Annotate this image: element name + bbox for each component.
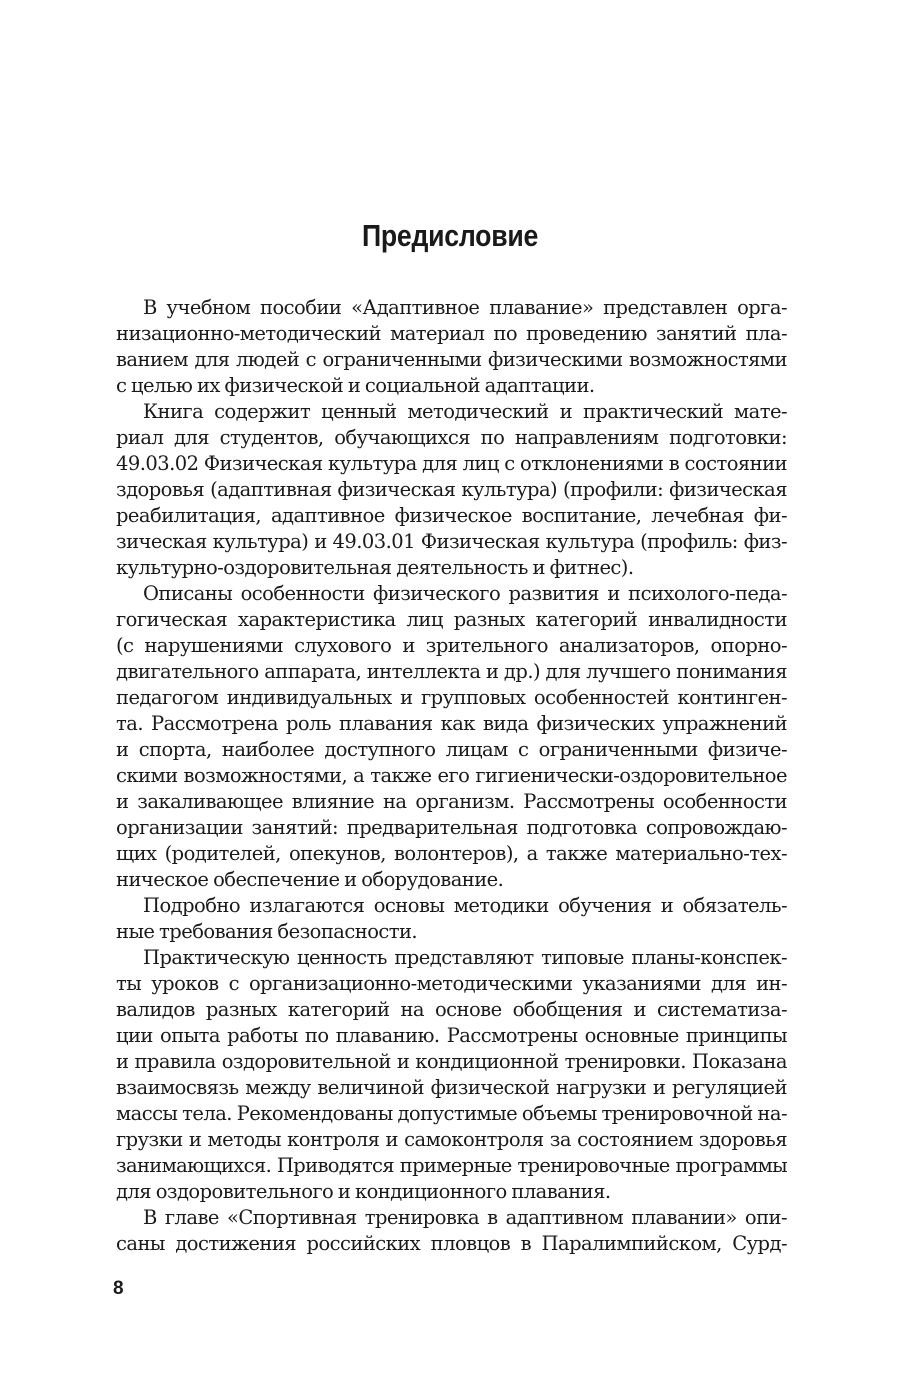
text-line: гогическая характеристика лиц разных категорий инвалидности <box>116 608 787 631</box>
text-line: массы тела. Рекомендованы допустимые объемы тренировочной на- <box>116 1102 787 1125</box>
text-line: и закаливающее влияние на организм. Рассмотрены особенности <box>116 790 787 813</box>
text-line: ции опыта работы по плаванию. Рассмотрены основные принципы <box>116 1024 787 1047</box>
text-line: педагогом индивидуальных и групповых особенностей континген- <box>116 686 787 709</box>
text-line: (с нарушениями слухового и зрительного анализаторов, опорно- <box>116 634 787 657</box>
text-line: риал для студентов, обучающихся по направлениям подготовки: <box>116 426 787 449</box>
body-text <box>116 295 787 1257</box>
text-line: и правила оздоровительной и кондиционной тренировки. Показана <box>116 1050 787 1073</box>
text-line: реабилитация, адаптивное физическое воспитание, лечебная фи- <box>116 504 787 527</box>
text-line: организации занятий: предварительная подготовка сопровождаю- <box>116 816 787 839</box>
text-line: Практическую ценность представляют типовые планы-конспек- <box>143 946 787 969</box>
text-line: саны достижения российских пловцов в Паралимпийском, Сурд- <box>116 1232 787 1255</box>
text-line: здоровья (адаптивная физическая культура) (профили: физическая <box>116 478 787 501</box>
paragraph <box>116 581 787 893</box>
paragraph <box>116 893 787 945</box>
text-line: Описаны особенности физического развития и психолого-педа- <box>143 582 787 605</box>
text-line: та. Рассмотрена роль плавания как вида физических упражнений <box>116 712 787 735</box>
text-line: скими возможностями, а также его гигиенически-оздоровительное <box>116 764 787 787</box>
text-line: с целью их физической и социальной адаптации. <box>116 374 595 397</box>
text-line: двигательного аппарата, интеллекта и др.) для лучшего понимания <box>116 660 787 683</box>
text-line: 49.03.02 Физическая культура для лиц с отклонениями в состоянии <box>116 452 787 475</box>
text-line: ванием для людей с ограниченными физическими возможностями <box>116 348 787 371</box>
text-line: зическая культура) и 49.03.01 Физическая культура (профиль: физ- <box>116 530 787 553</box>
text-line: В учебном пособии «Адаптивное плавание» представлен орга- <box>143 296 787 319</box>
text-line: Подробно излагаются основы методики обучения и обязатель- <box>143 894 787 917</box>
text-line: и спорта, наиболее доступного лицам с ограниченными физиче- <box>116 738 787 761</box>
text-line: ническое обеспечение и оборудование. <box>116 868 504 891</box>
text-line: валидов разных категорий на основе обобщения и систематиза- <box>116 998 787 1021</box>
text-line: щих (родителей, опекунов, волонтеров), а также материально-тех- <box>116 842 787 865</box>
text-line: взаимосвязь между величиной физической нагрузки и регуляцией <box>116 1076 787 1099</box>
text-line: занимающихся. Приводятся примерные тренировочные программы <box>116 1154 787 1177</box>
text-line: грузки и методы контроля и самоконтроля за состоянием здоровья <box>116 1128 787 1151</box>
page-number: 8 <box>113 1278 124 1299</box>
text-line: ные требования безопасности. <box>116 920 418 943</box>
paragraph <box>116 945 787 1205</box>
paragraph <box>116 399 787 581</box>
text-line: В главе «Спортивная тренировка в адаптивном плавании» опи- <box>143 1206 787 1229</box>
paragraph <box>116 1205 787 1257</box>
text-line: Книга содержит ценный методический и практический мате- <box>143 400 787 423</box>
text-line: низационно-методический материал по проведению занятий пла- <box>116 322 787 345</box>
text-line: для оздоровительного и кондиционного плавания. <box>116 1180 611 1203</box>
text-line: ты уроков с организационно-методическими указаниями для ин- <box>116 972 787 995</box>
paragraph <box>116 295 787 399</box>
page-title: Предисловие <box>361 218 539 253</box>
text-line: культурно-оздоровительная деятельность и фитнес). <box>116 556 634 579</box>
